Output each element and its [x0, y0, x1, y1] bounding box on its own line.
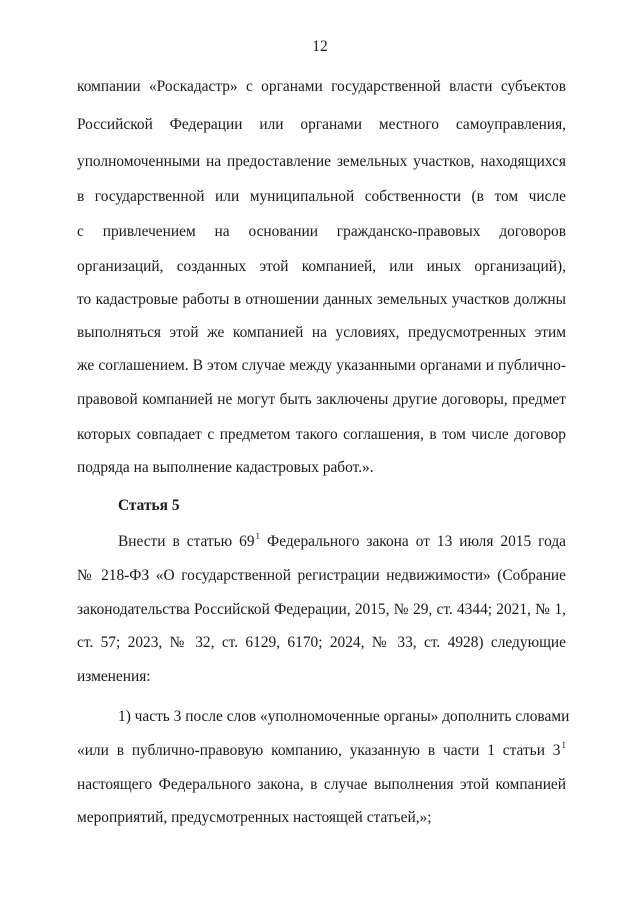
text-fragment: «или в публично-правовую компанию, указанную в части 1 статьи 3	[77, 742, 561, 759]
text-line: подряда на выполнение кадастровых работ.».	[77, 459, 374, 476]
page-number: 12	[312, 38, 328, 55]
text-line: же соглашением. В этом случае между указанными органами и публично-	[77, 357, 566, 374]
text-line: компании «Роскадастр» с органами государственной власти субъектов	[77, 78, 566, 95]
text-line: № 218-ФЗ «О государственной регистрации недвижимости» (Собрание	[77, 567, 566, 584]
text-line: правовой компанией не могут быть заключены другие договоры, предмет	[77, 391, 566, 408]
text-line	[118, 532, 566, 553]
text-line: мероприятий, предусмотренных настоящей статьей,»;	[77, 809, 432, 826]
text-line: уполномоченными на предоставление земельных участков, находящихся	[77, 153, 566, 170]
text-line: то кадастровые работы в отношении данных земельных участков должны	[77, 291, 566, 308]
text-fragment: Внести в статью 69	[118, 533, 255, 550]
article-heading: Статья 5	[118, 497, 180, 514]
text-line: с привлечением на основании гражданско-правовых договоров	[77, 223, 566, 240]
text-line: Российской Федерации или органами местного самоуправления,	[77, 116, 566, 133]
superscript: 1	[561, 740, 566, 750]
text-line: законодательства Российской Федерации, 2015, № 29, ст. 4344; 2021, № 1,	[77, 601, 566, 618]
text-fragment: Федерального закона от 13 июля 2015 года	[260, 533, 566, 550]
text-line: организаций, созданных этой компанией, или иных организаций),	[77, 258, 566, 275]
text-line: ст. 57; 2023, № 32, ст. 6129, 6170; 2024, № 33, ст. 4928) следующие	[77, 634, 566, 651]
superscript: 1	[255, 531, 261, 541]
text-line	[77, 741, 566, 762]
text-line: которых совпадает с предметом такого соглашения, в том числе договор	[77, 426, 566, 443]
text-line: 1) часть 3 после слов «уполномоченные органы» дополнить словами	[118, 708, 570, 725]
text-line: в государственной или муниципальной собственности (в том числе	[77, 188, 566, 205]
text-line: изменения:	[77, 668, 151, 685]
text-line: выполняться этой же компанией на условиях, предусмотренных этим	[77, 324, 566, 341]
text-line: настоящего Федерального закона, в случае выполнения этой компанией	[77, 776, 566, 793]
